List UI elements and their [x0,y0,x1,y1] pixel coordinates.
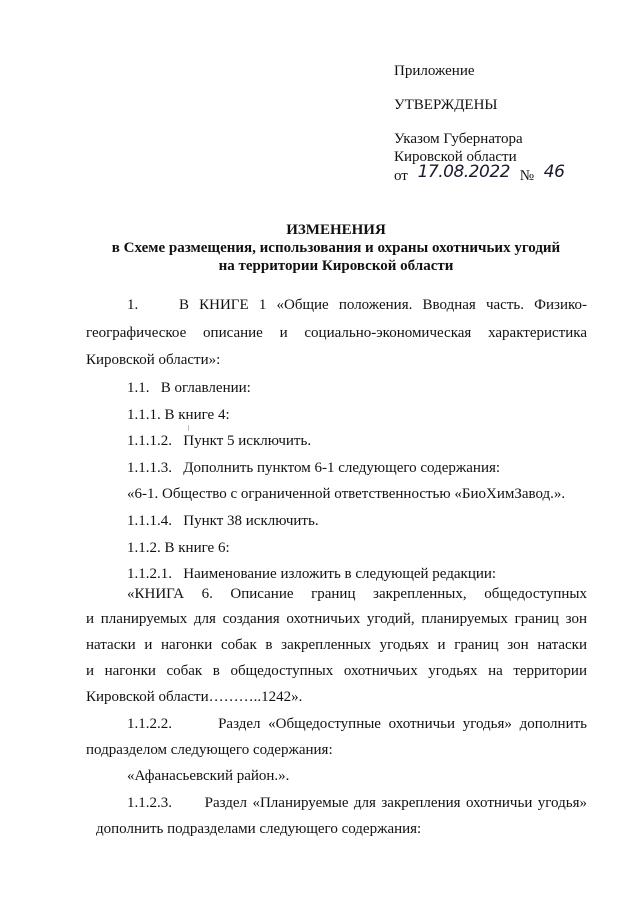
item-1-1-2-2-line-2: подразделом следующего содержания: [86,742,333,758]
scan-mark [188,425,189,431]
handwritten-date: 17.08.2022 [417,162,510,182]
item-1-1-1: 1.1.1. В книге 4: [127,407,230,423]
approved-label: УТВЕРЖДЕНЫ [394,97,498,113]
title-line-2: в Схеме размещения, использования и охраны охотничьих угодий [111,240,561,256]
kniga-line-2: и планируемых для создания охотничьих угодий, планируемых границ зон [86,611,587,627]
kniga-line-1: «КНИГА 6. Описание границ закрепленных, общедоступных [127,586,587,602]
decree-line-1: Указом Губернатора [394,131,523,147]
from-prefix: от [394,168,408,184]
paragraph-1-line-3: Кировской области»: [86,352,221,368]
kniga-line-4: и нагонки собак в общедоступных охотничьих угодьях на территории [86,663,587,679]
item-1-1-2-1: 1.1.2.1. Наименование изложить в следующей редакции: [127,566,497,582]
decree-date-line [394,162,565,185]
item-1-1-2-3-line-1: 1.1.2.3. Раздел «Планируемые для закрепления охотничьи угодья» [127,795,587,811]
afanasyev-district: «Афанасьевский район.». [127,768,290,784]
item-1-1-2-2-line-1: 1.1.2.2. Раздел «Общедоступные охотничьи угодья» дополнить [127,716,587,732]
decree-line-2: Кировской области [394,149,517,165]
item-1-1: 1.1. В оглавлении: [127,380,251,396]
item-1-1-1-3: 1.1.1.3. Дополнить пунктом 6-1 следующего содержания: [127,460,501,476]
item-1-1-2-3-line-2: дополнить подразделами следующего содержания: [96,821,422,837]
kniga-line-5: Кировской области………..1242». [86,689,303,705]
handwritten-number: 46 [543,162,565,182]
item-1-1-1-2: 1.1.1.2. Пункт 5 исключить. [127,433,312,449]
paragraph-1-line-2: географическое описание и социально-экономическая характеристика [86,325,587,341]
item-1-1-2: 1.1.2. В книге 6: [127,540,230,556]
item-1-1-1-4: 1.1.1.4. Пункт 38 исключить. [127,513,319,529]
title-line-3: на территории Кировской области [218,258,454,274]
appendix-label: Приложение [394,63,475,79]
kniga-line-3: натаски и нагонки собак в закрепленных угодьях и границ зон натаски [86,637,587,653]
number-sign: № [519,168,535,184]
document-title: ИЗМЕНЕНИЯ [286,222,386,238]
paragraph-1-line-1: 1. В КНИГЕ 1 «Общие положения. Вводная часть. Физико- [127,297,587,313]
quote-6-1: «6-1. Общество с ограниченной ответственностью «БиоХимЗавод.». [127,486,566,502]
